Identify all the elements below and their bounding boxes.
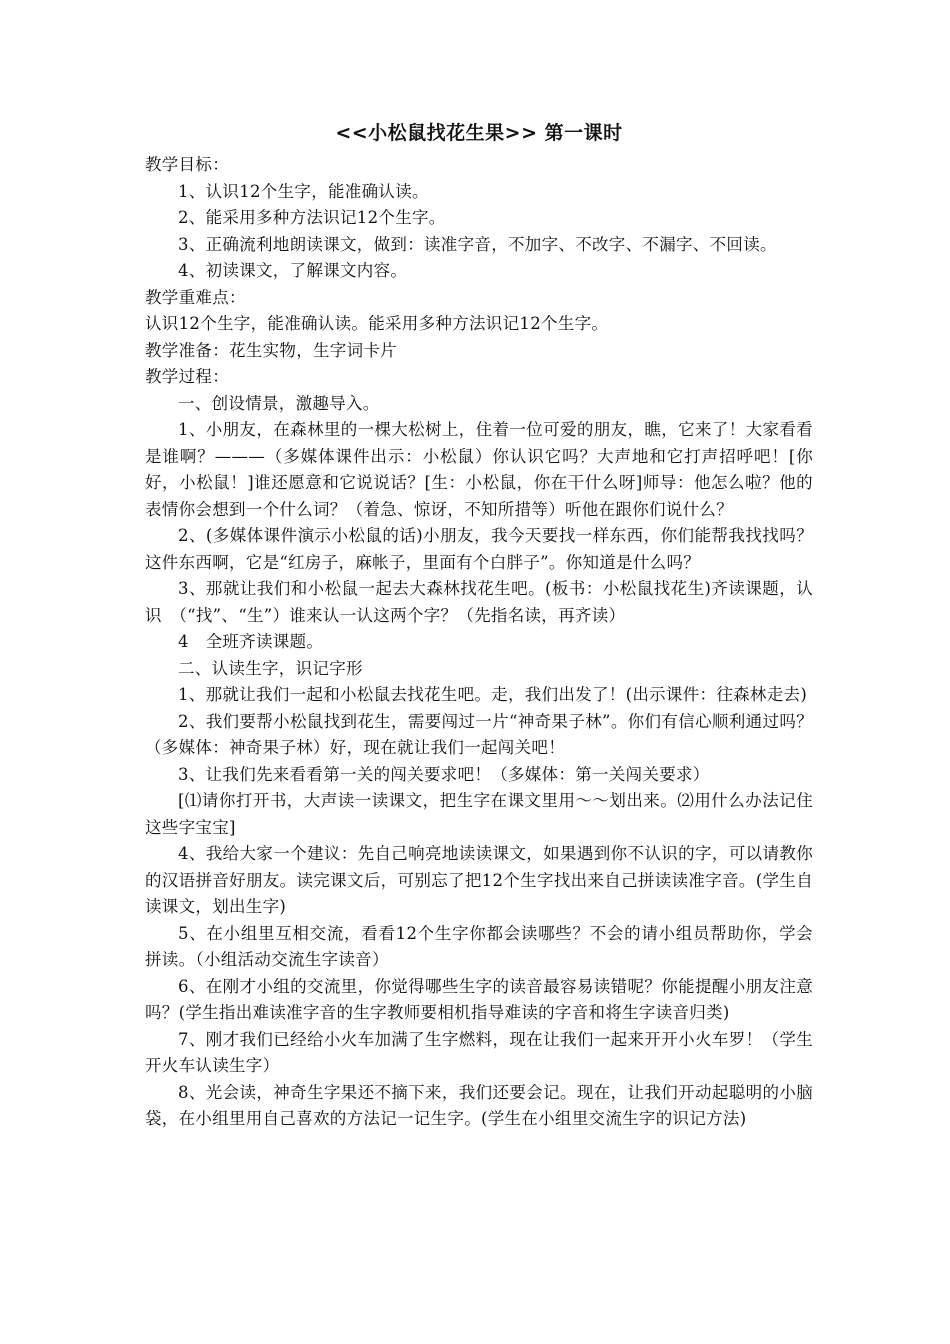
paragraph: 4 全班齐读课题。	[178, 632, 324, 651]
paragraph: 4、初读课文，了解课文内容。	[178, 261, 408, 280]
paragraph: 教学准备：花生实物，生字词卡片	[145, 340, 397, 360]
document-body	[145, 152, 813, 1133]
paragraph: 6、在刚才小组的交流里，你觉得哪些生字的读音最容易读错呢？你能提醒小朋友注意吗？(学生指出难读准字音的生字教师要相机指导难读的字音和将生字读音归类)	[145, 976, 813, 1022]
paragraph: 1、认识12个生字，能准确认读。	[178, 181, 429, 201]
paragraph: 7、刚才我们已经给小火车加满了生字燃料，现在让我们一起来开开小火车罗！（学生开火车认读生字）	[145, 1029, 813, 1075]
paragraph: 5、在小组里互相交流，看看12个生字你都会读哪些？不会的请小组员帮助你，学会拼读。（小组活动交流生字读音）	[145, 923, 813, 969]
paragraph: 教学过程：	[145, 367, 229, 386]
paragraph: 4、我给大家一个建议：先自己响亮地读读课文，如果遇到你不认识的字，可以请教你的汉语拼音好朋友。读完课文后，可别忘了把12个生字找出来自己拼读读准字音。(学生自读课文，划出生字)	[145, 844, 813, 916]
paragraph: 2、能采用多种方法识记12个生字。	[178, 208, 446, 227]
paragraph: 2、我们要帮小松鼠找到花生，需要闯过一片“神奇果子林”。你们有信心顺利通过吗？（多媒体：神奇果子林）好，现在就让我们一起闯关吧！	[145, 711, 813, 757]
paragraph: 1、那就让我们一起和小松鼠去找花生吧。走，我们出发了！(出示课件：往森林走去)	[178, 685, 808, 704]
paragraph: [⑴请你打开书，大声读一读课文，把生字在课文里用～～划出来。⑵用什么办法记住这些字宝宝]	[145, 791, 813, 837]
paragraph: 3、让我们先来看看第一关的闯关要求吧！（多媒体：第一关闯关要求）	[178, 764, 710, 784]
paragraph: 2、(多媒体课件演示小松鼠的话)小朋友，我今天要找一样东西，你们能帮我找找吗？这件东西啊，它是“红房子，麻帐子，里面有个白胖子”。你知道是什么吗？	[145, 526, 813, 572]
paragraph: 一、创设情景，激趣导入。	[178, 393, 380, 413]
paragraph: 3、正确流利地朗读课文，做到：读准字音，不加字、不改字、不漏字、不回读。	[178, 234, 777, 254]
paragraph: 教学重难点：	[145, 287, 246, 307]
paragraph: 认识12个生字，能准确认读。能采用多种方法识记12个生字。	[145, 314, 609, 333]
paragraph: 8、光会读，神奇生字果还不摘下来，我们还要会记。现在，让我们开动起聪明的小脑袋，在小组里用自己喜欢的方法记一记生字。(学生在小组里交流生字的识记方法)	[145, 1082, 813, 1128]
paragraph: 二、认读生字，识记字形	[178, 658, 363, 678]
document-page	[145, 118, 813, 1133]
paragraph: 1、小朋友，在森林里的一棵大松树上，住着一位可爱的朋友，瞧，它来了！大家看看是谁啊？———（多媒体课件出示：小松鼠）你认识它吗？大声地和它打声招呼吧！[你好，小松鼠！]谁还愿意和它说说话？[生：小松鼠，你在干什么呀]师导：他怎么啦？他的表情你会想到一个什么词？（着急、惊讶，不知所措等）听他在跟你们说什么？	[145, 420, 813, 519]
paragraph: 3、那就让我们和小松鼠一起去大森林找花生吧。(板书：小松鼠找花生)齐读课题，认识 （“找”、“生”）谁来认一认这两个字？（先指名读，再齐读）	[145, 579, 813, 625]
document-title: <<小松鼠找花生果>> 第一课时	[335, 122, 623, 144]
paragraph: 教学目标：	[145, 155, 229, 174]
